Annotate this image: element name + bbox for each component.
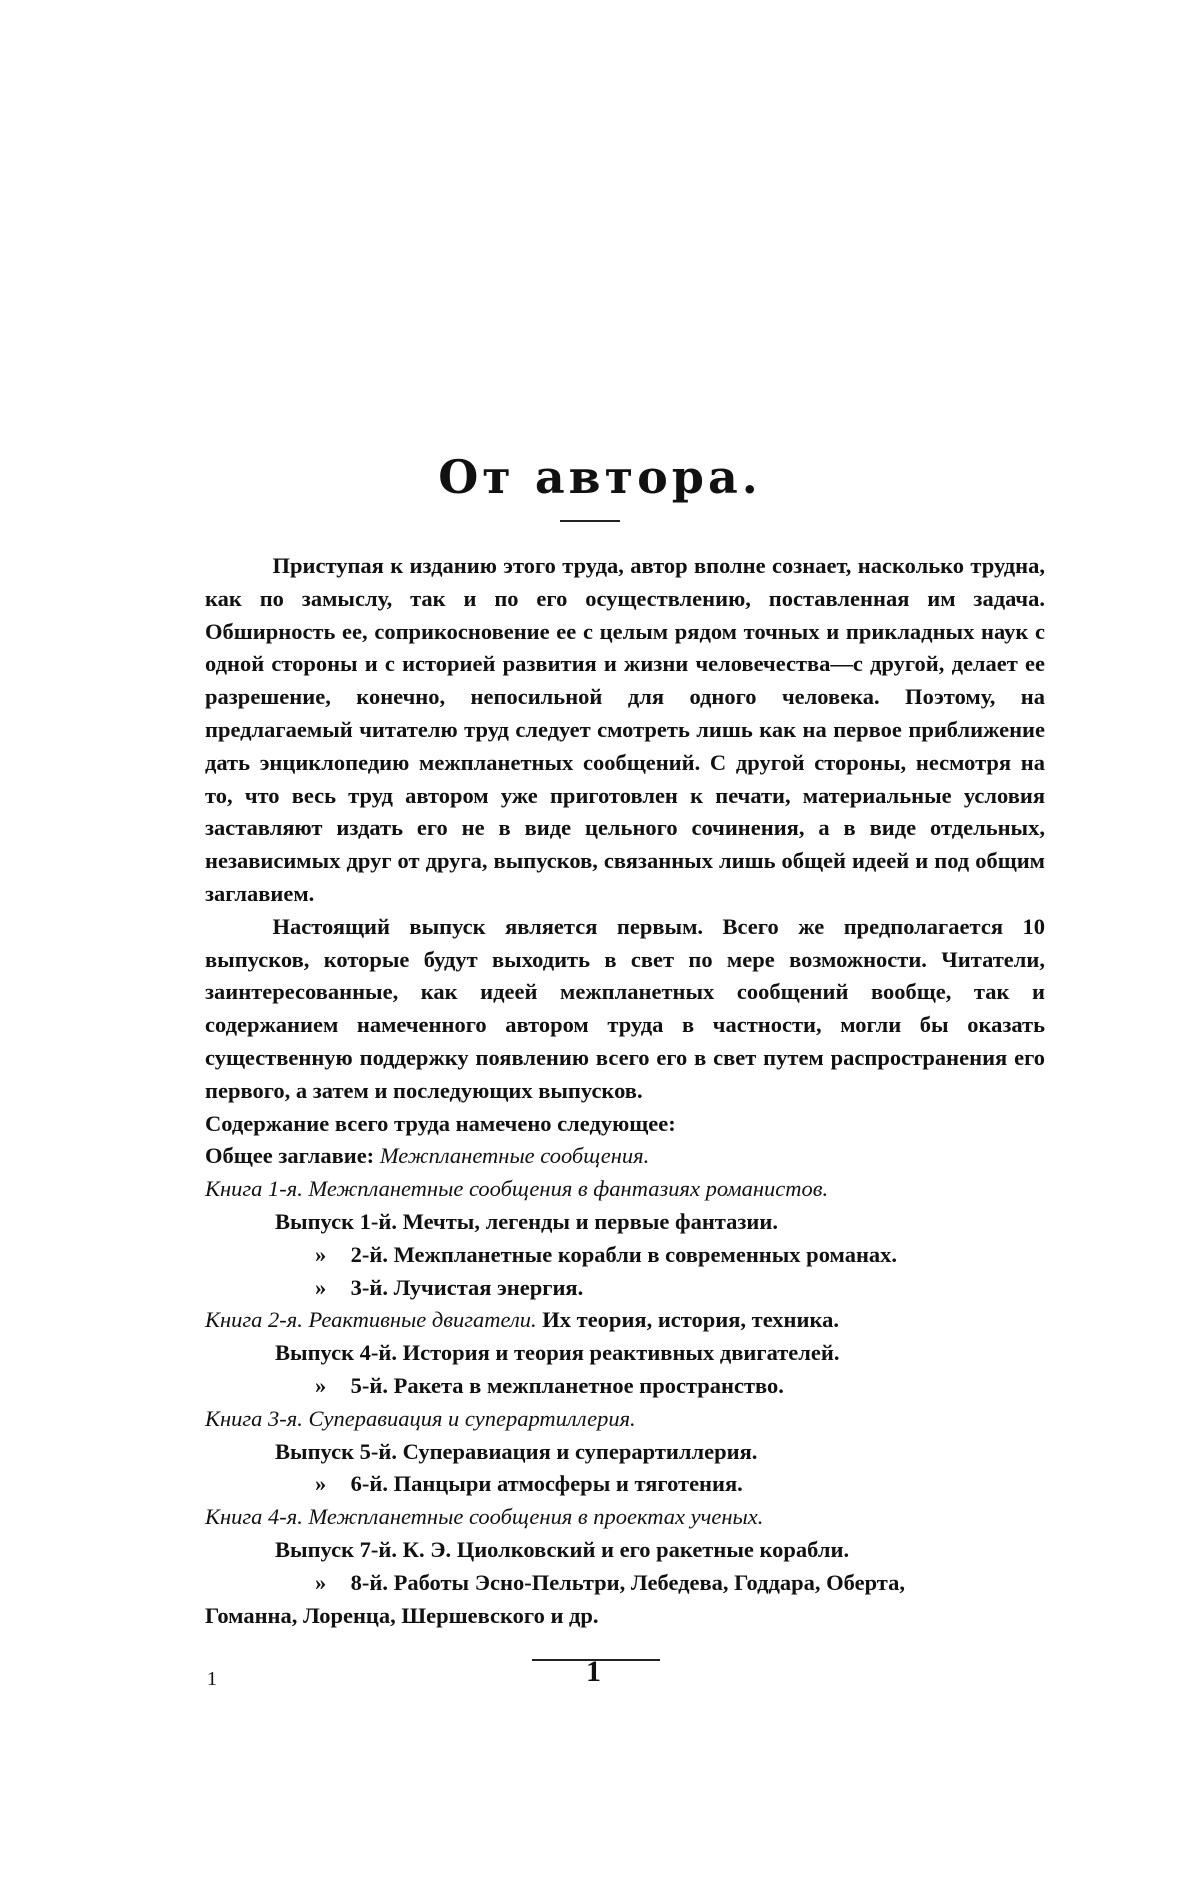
signature-mark: 1 [207, 1668, 217, 1690]
paragraph-issues: Настоящий выпуск является первым. Всего же предполагается 10 выпусков, которые будут выходить в свет по мере возможности. Читатели, заинтересованные, как идеей межпланетных сообщений вообще, так и содержанием намеченного автором труда в частности, могли бы оказать существенную поддержку появлению всего его в свет путем распространения его первого, а затем и последующих выпусков. [205, 913, 1045, 1103]
book-title: Суперавиация и суперартиллерия. [308, 1405, 636, 1431]
book-heading [205, 1173, 1045, 1206]
ditto-mark: » [315, 1274, 327, 1300]
title-divider [560, 520, 620, 522]
book-label: Книга 2-я. [205, 1307, 303, 1333]
issue-prefix: Выпуск [275, 1208, 355, 1234]
page-number: 1 [586, 1655, 601, 1688]
ditto-mark: » [315, 1569, 327, 1595]
issue-number: 7-й. [359, 1536, 398, 1562]
issue-line [205, 1370, 1045, 1403]
issue-number: 1-й. [359, 1208, 398, 1234]
issue-title: Суперавиация и суперартиллерия. [402, 1438, 758, 1464]
book-heading [205, 1403, 1045, 1436]
issue-line [205, 1206, 1045, 1239]
issue-line [205, 1337, 1045, 1370]
contents-intro: Содержание всего труда намечено следующее: [205, 1110, 676, 1136]
issue-line [205, 1239, 1045, 1272]
ditto-mark: » [315, 1372, 327, 1398]
page-title: От автора. [438, 450, 762, 504]
issue-number: 6-й. [350, 1471, 388, 1497]
issue-title: Лучистая энергия. [393, 1274, 584, 1300]
book-title: Межпланетные сообщения в фантазиях романистов. [308, 1176, 829, 1202]
issue-line [205, 1272, 1045, 1305]
issue-number: 5-й. [359, 1438, 398, 1464]
issue-line [205, 1567, 1045, 1600]
issue-line [205, 1534, 1045, 1567]
body-text [205, 550, 1045, 1632]
issue-number: 8-й. [350, 1569, 388, 1595]
contents-list [205, 1108, 1045, 1633]
issue-title: Панцыри атмосферы и тяготения. [393, 1471, 743, 1497]
issue-prefix: Выпуск [275, 1340, 355, 1366]
issue-title: Межпланетные корабли в современных романах. [393, 1241, 898, 1267]
issue-line [205, 1468, 1045, 1501]
issue-number: 2-й. [350, 1241, 388, 1267]
book-label: Книга 4-я. [205, 1504, 303, 1530]
issue-title: Работы Эсно-Пельтри, Лебедева, Годдара, Оберта, [393, 1569, 905, 1595]
issue-number: 4-й. [359, 1340, 398, 1366]
general-title-line [205, 1140, 1045, 1173]
paragraph-intro: Приступая к изданию этого труда, автор вполне сознает, насколько трудна, как по замыслу, так и по его осуществлению, поставленная им задача. Обширность ее, соприкосновение ее с целым рядом точных и прикладных наук с одной стороны и с историей развития и жизни человечества—с другой, делает ее разрешение, конечно, непосильной для одного человека. Поэтому, на предлагаемый читателю труд следует смотреть лишь как на первое приближение дать энциклопедию межпланетных сообщений. С другой стороны, несмотря на то, что весь труд автором уже приготовлен к печати, материальные условия заставляют издать его не в виде цельного сочинения, а в виде отдельных, независимых друг от друга, выпусков, связанных лишь общей идеей и под общим заглавием. [205, 553, 1045, 906]
issue-number: 3-й. [350, 1274, 388, 1300]
issue-number: 5-й. [350, 1372, 388, 1398]
book-heading [205, 1501, 1045, 1534]
ditto-mark: » [315, 1241, 327, 1267]
book-extra: Их теория, история, техника. [542, 1307, 839, 1333]
issue-line [205, 1436, 1045, 1469]
ditto-mark: » [315, 1471, 327, 1497]
issue-title: История и теория реактивных двигателей. [402, 1340, 840, 1366]
issue-title: Мечты, легенды и первые фантазии. [402, 1208, 778, 1234]
issue-prefix: Выпуск [275, 1536, 355, 1562]
issue-title: Ракета в межпланетное пространство. [393, 1372, 784, 1398]
book-label: Книга 3-я. [205, 1405, 303, 1431]
book-title: Реактивные двигатели. [308, 1307, 537, 1333]
general-title: Межпланетные сообщения. [379, 1143, 650, 1169]
book-title: Межпланетные сообщения в проектах ученых. [308, 1504, 764, 1530]
issue-title: К. Э. Циолковский и его ракетные корабли. [402, 1536, 850, 1562]
issue-prefix: Выпуск [275, 1438, 355, 1464]
book-heading [205, 1304, 1045, 1337]
issue-continuation: Гоманна, Лоренца, Шершевского и др. [205, 1602, 599, 1628]
general-title-label: Общее заглавие: [205, 1143, 375, 1169]
book-label: Книга 1-я. [205, 1176, 303, 1202]
